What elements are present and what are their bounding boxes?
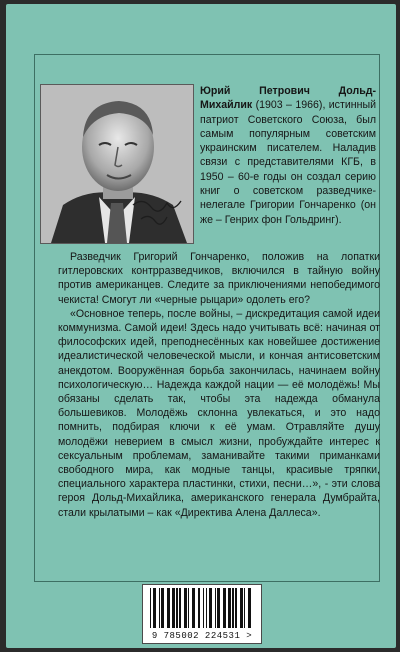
barcode-bar (217, 588, 220, 628)
barcode-bar (209, 588, 212, 628)
barcode-bar (153, 588, 156, 628)
barcode-bar (172, 588, 175, 628)
author-portrait (40, 84, 194, 244)
barcode-bar (150, 588, 151, 628)
barcode-bar (188, 588, 189, 628)
barcode-bar (176, 588, 178, 628)
barcode-bar (232, 588, 234, 628)
paragraph-intro: Разведчик Григорий Гончаренко, положив на лопатки гитлеровских контрразведчиков, включился в тайную войну против американцев. Следите за приключениями непобедимого чекиста! Смогут ли «черные рыцари» одолеть его? (58, 251, 380, 306)
author-name: Юрий Петрович Дольд-Михайлик (200, 85, 376, 112)
barcode-bar (244, 588, 245, 628)
isbn-barcode (142, 584, 262, 644)
barcode-bar (228, 588, 231, 628)
barcode-bar (159, 588, 160, 628)
author-portrait-drawing (41, 85, 193, 243)
barcode-bar (206, 588, 207, 628)
barcode-bar (192, 588, 195, 628)
barcode-bar (235, 588, 237, 628)
barcode-bar (198, 588, 200, 628)
book-back-cover (6, 4, 396, 648)
barcode-bar (215, 588, 216, 628)
paragraph-quote: «Основное теперь, после войны, – дискредитация самой идеи коммунизма. Самой идеи! Здесь надо учитывать всё: начиная от философских идей, преподнесённых как новейшее достижение идеалистической человеческой мысли, и кончая антисоветским анекдотом. Вооружённая борьба закончилась, начинаем войну психологическую… Надежда каждой нации — её молодёжь! Мы обязаны сделать так, чтобы эта надежда обманула большевиков. Молодёжь склонна увлекаться, и это надо помнить, подбирая ключи к её умам. Отравляйте душу молодёжи неверием в смысл жизни, пробуждайте интерес к сексуальным проблемам, заманивайте такими приманками свободного мира, как модные танцы, красивые тряпки, специального характера пластинки, стихи, песни…», - эти слова героя Дольд-Михайлика, американского генерала Думбрайта, стали крылатыми – как «Директива Алена Даллеса». (58, 307, 380, 519)
barcode-bar (167, 588, 170, 628)
barcode-bar (179, 588, 181, 628)
barcode-bar (203, 588, 204, 628)
author-bio-text: , истинный патриот Советского Союза, был самым популярным советским украинским писателем. Наладив связи с представителями КГБ, в 1950 – 60-е годы он создал серию книг о советском разведчике-нелегале Григории Гончаренко (он же – Генрих фон Гольдринг). (200, 99, 376, 226)
barcode-number: 9 785002 224531 > (151, 631, 253, 641)
barcode-bars (149, 588, 255, 628)
author-bio (200, 84, 376, 227)
barcode-bar (161, 588, 164, 628)
barcode-bar (223, 588, 226, 628)
annotation-text (58, 250, 380, 520)
barcode-bar (184, 588, 187, 628)
barcode-bar (240, 588, 243, 628)
author-years: (1903 – 1966) (252, 99, 323, 112)
barcode-bar (248, 588, 251, 628)
